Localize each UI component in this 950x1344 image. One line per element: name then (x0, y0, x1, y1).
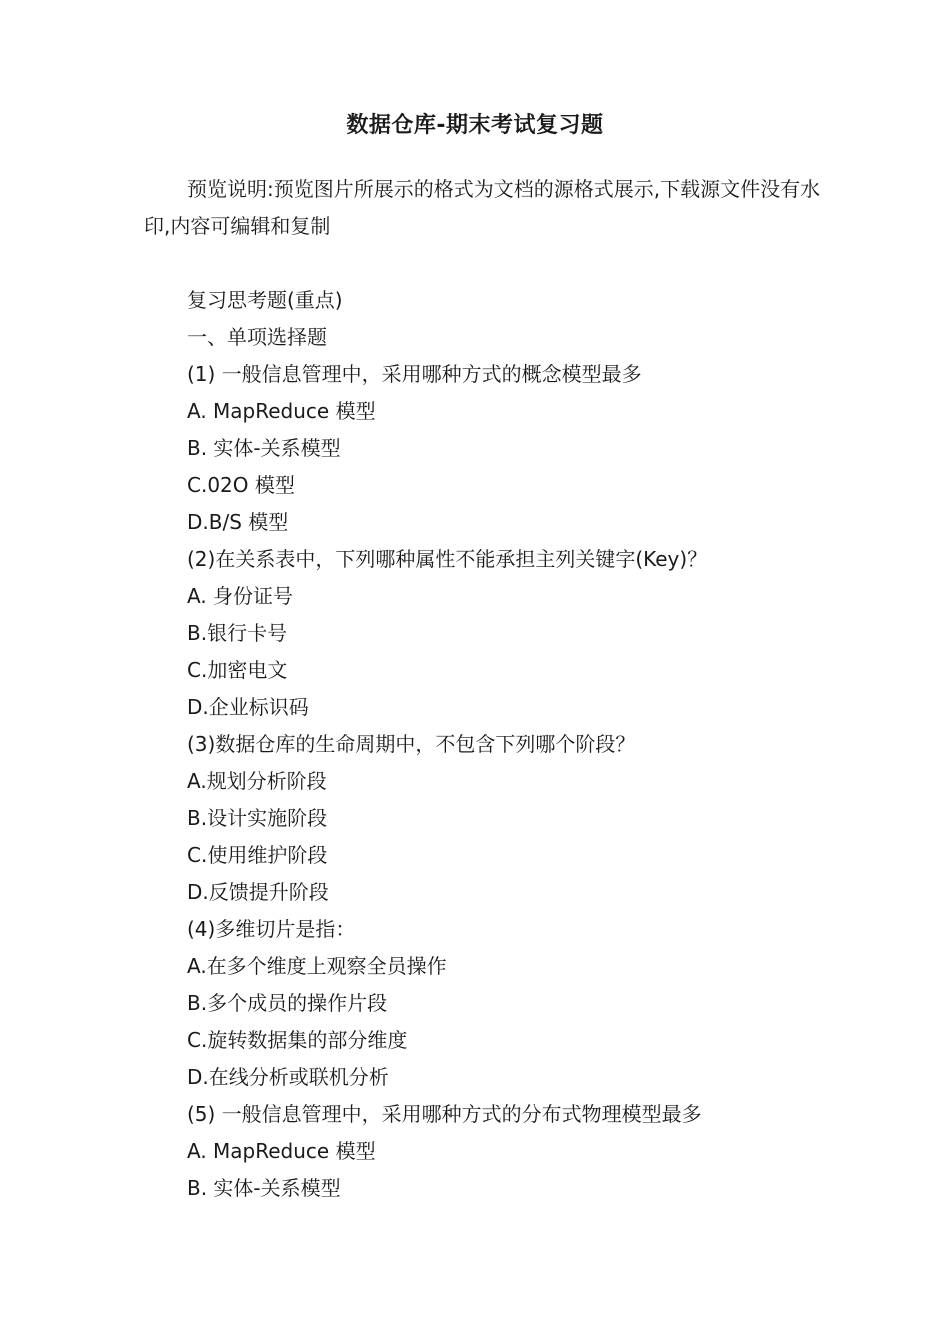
question-list (187, 282, 847, 1207)
question-3-option-c: C.使用维护阶段 (187, 843, 328, 867)
question-1-option-c: C.02O 模型 (187, 473, 295, 497)
document-title: 数据仓库-期末考试复习题 (346, 113, 604, 138)
question-3-option-d: D.反馈提升阶段 (187, 880, 329, 904)
preview-note: 预览说明:预览图片所展示的格式为文档的源格式展示,下载源文件没有水印,内容可编辑和复制 (144, 177, 821, 238)
question-5-option-b: B. 实体-关系模型 (187, 1176, 341, 1200)
question-5-option-a: A. MapReduce 模型 (187, 1139, 376, 1163)
question-1-option-b: B. 实体-关系模型 (187, 436, 341, 460)
question-4-option-a: A.在多个维度上观察全员操作 (187, 954, 447, 978)
question-2-option-d: D.企业标识码 (187, 695, 309, 719)
question-1: (1) 一般信息管理中，采用哪种方式的概念模型最多 (187, 362, 642, 386)
question-2-option-b: B.银行卡号 (187, 621, 288, 645)
section-subheading: 一、单项选择题 (187, 325, 327, 349)
question-2-option-c: C.加密电文 (187, 658, 288, 682)
question-4-option-b: B.多个成员的操作片段 (187, 991, 388, 1015)
question-2-option-a: A. 身份证号 (187, 584, 294, 608)
question-4-option-d: D.在线分析或联机分析 (187, 1065, 389, 1089)
question-3: (3)数据仓库的生命周期中，不包含下列哪个阶段？ (187, 732, 636, 756)
question-1-option-a: A. MapReduce 模型 (187, 399, 376, 423)
question-4-option-c: C.旋转数据集的部分维度 (187, 1028, 408, 1052)
question-5: (5) 一般信息管理中，采用哪种方式的分布式物理模型最多 (187, 1102, 702, 1126)
section-heading: 复习思考题(重点) (187, 288, 343, 312)
question-2: (2)在关系表中，下列哪种属性不能承担主列关键字(Key)？ (187, 547, 708, 571)
question-1-option-d: D.B/S 模型 (187, 510, 289, 534)
question-3-option-b: B.设计实施阶段 (187, 806, 328, 830)
question-4: (4)多维切片是指： (187, 917, 356, 941)
question-3-option-a: A.规划分析阶段 (187, 769, 327, 793)
